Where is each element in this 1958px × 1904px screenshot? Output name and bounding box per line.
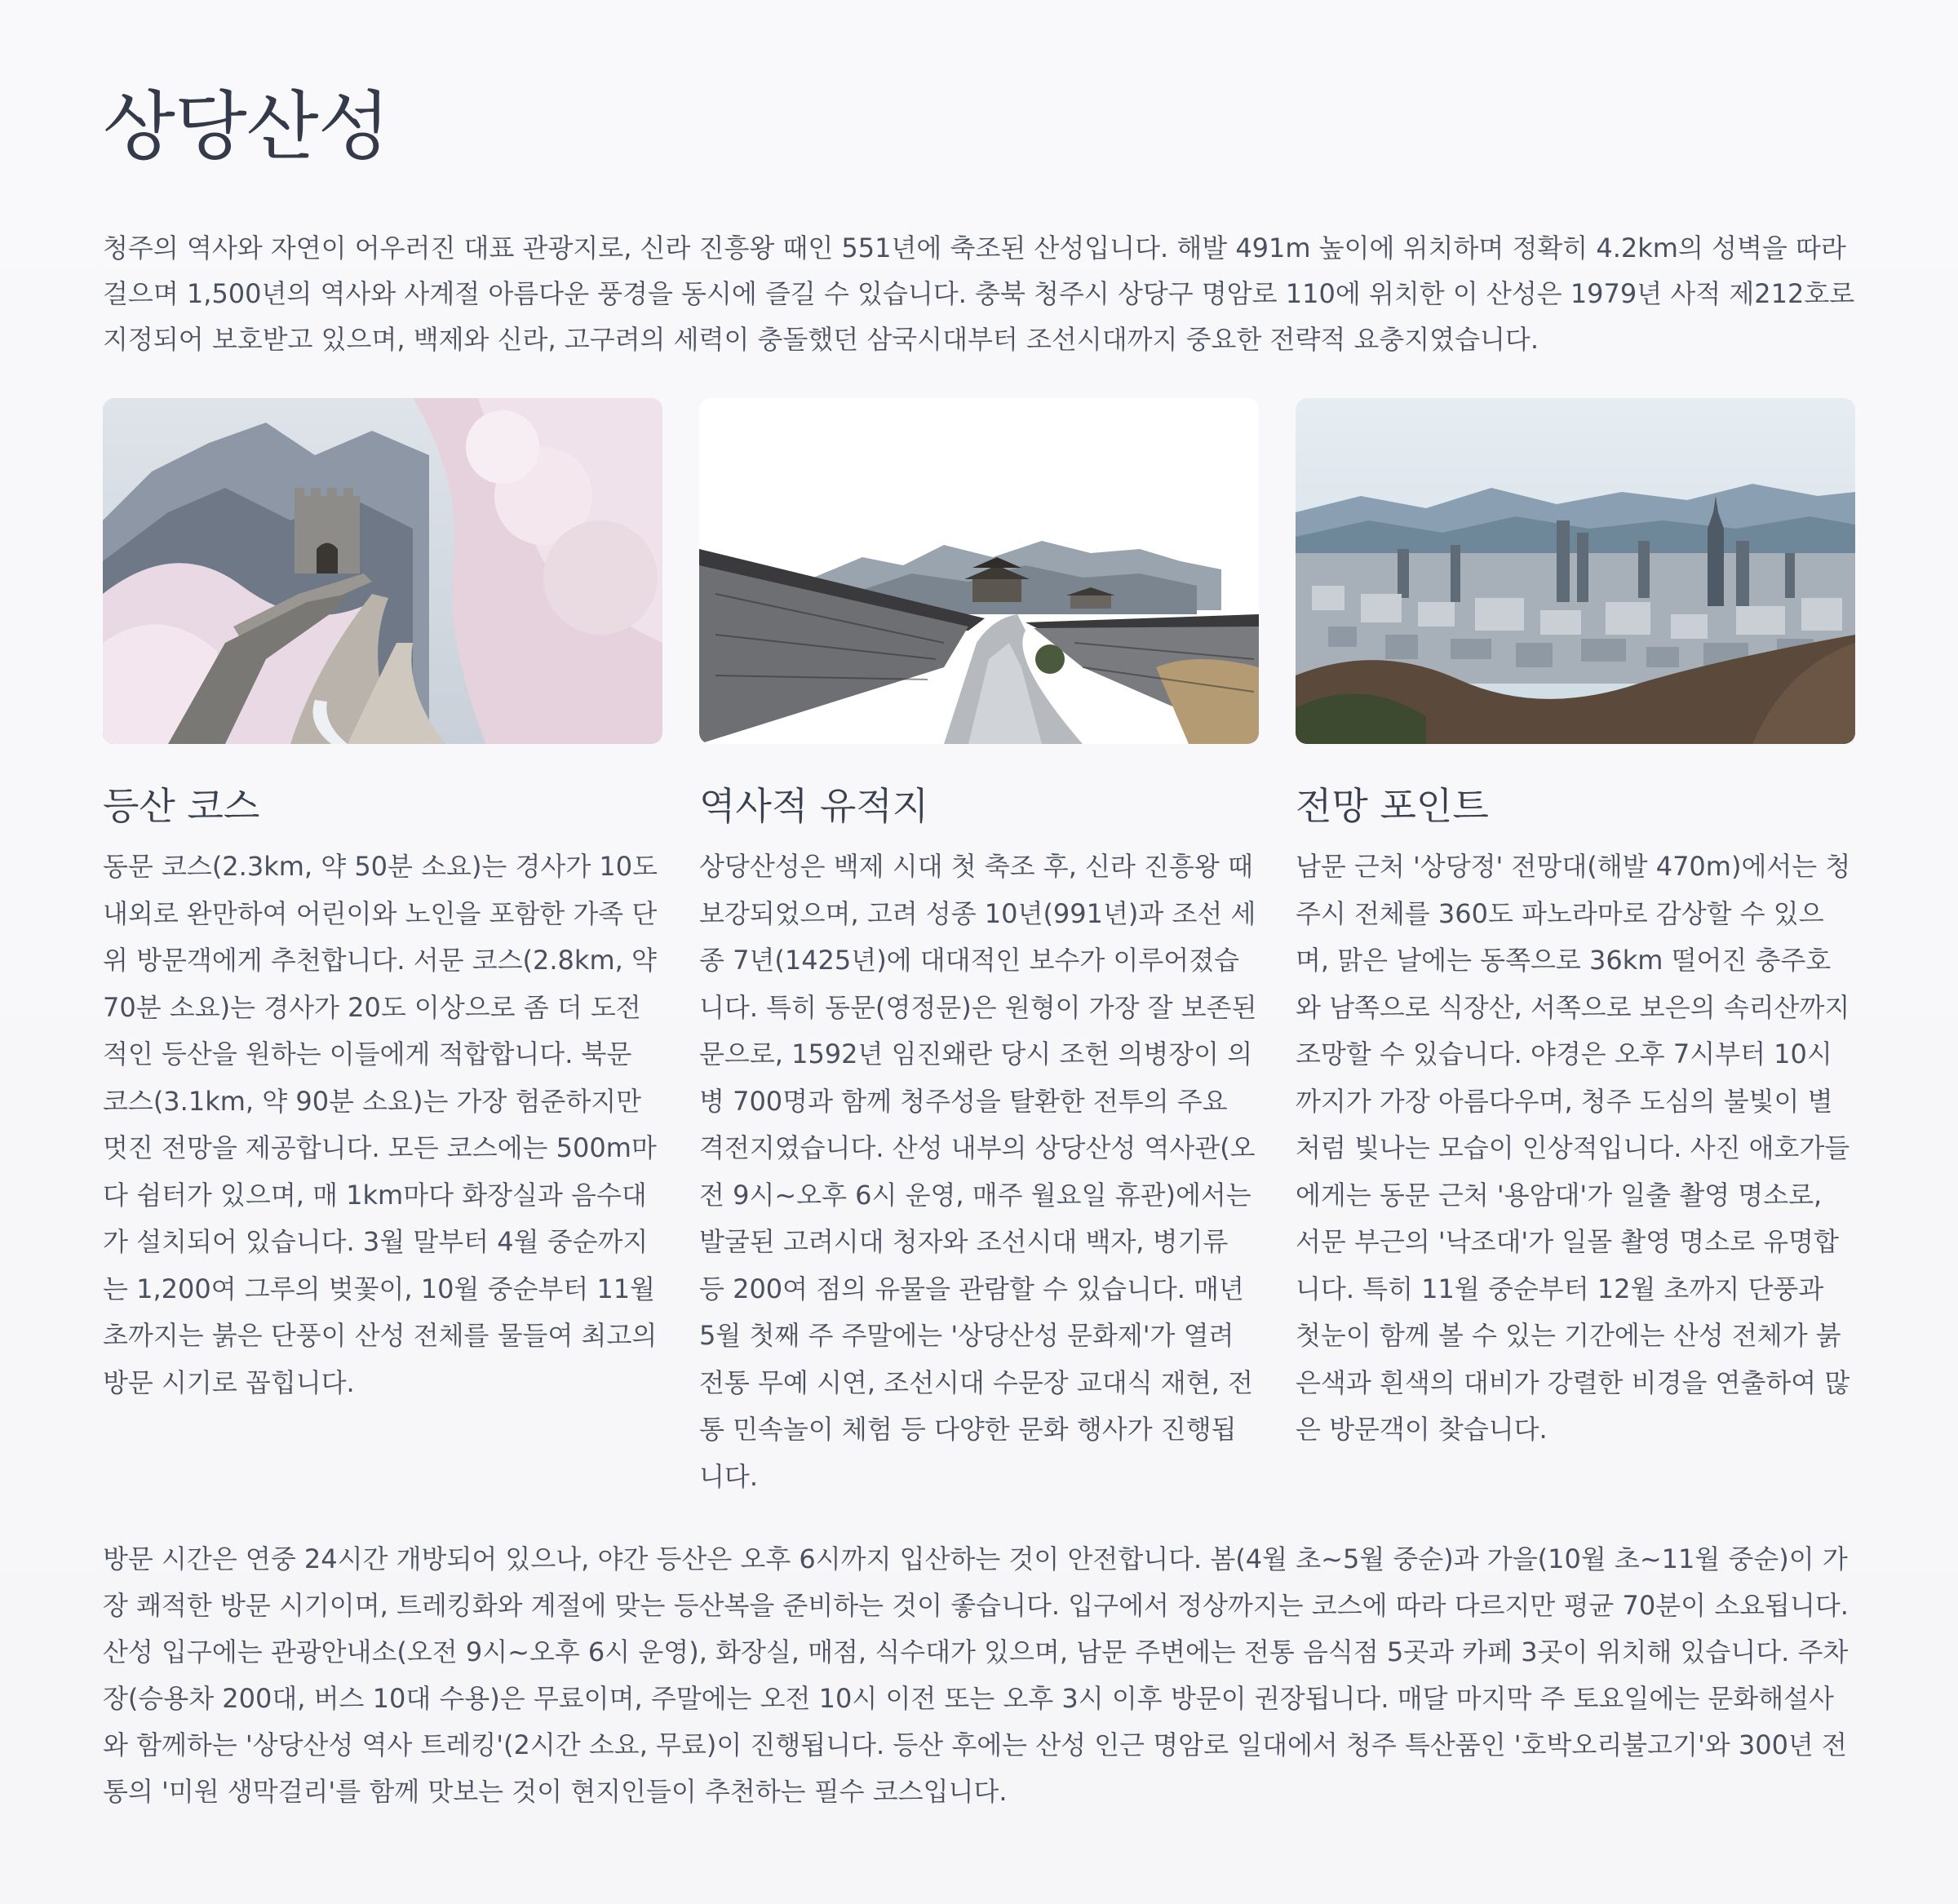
card-title: 등산 코스 bbox=[103, 784, 260, 828]
card-history bbox=[699, 398, 1259, 1500]
page-title: 상당산성 bbox=[103, 83, 390, 170]
hiking-photo bbox=[103, 398, 662, 744]
card-text: 상당산성은 백제 시대 첫 축조 후, 신라 진흥왕 때 보강되었으며, 고려 성종 10년(991년)과 조선 세종 7년(1425년)에 대대적인 보수가 이루어졌습니다. 특히 동문(영정문)은 원형이 가장 잘 보존된 문으로, 1592년 임진왜란 당시 조헌 의병장이 의병 700명과 함께 청주성을 탈환한 전투의 주요 격전지였습니다. 산성 내부의 상당산성 역사관(오전 9시~오후 6시 운영, 매주 월요일 휴관)에서는 발굴된 고려시대 청자와 조선시대 백자, 병기류 등 200여 점의 유물을 관람할 수 있습니다. 매년 5월 첫째 주 주말에는 '상당산성 문화제'가 열려 전통 무예 시연, 조선시대 수문장 교대식 재현, 전통 민속놀이 체험 등 다양한 문화 행사가 진행됩니다. bbox=[699, 851, 1257, 1492]
visitor-info-paragraph: 방문 시간은 연중 24시간 개방되어 있으나, 야간 등산은 오후 6시까지 입산하는 것이 안전합니다. 봄(4월 초~5월 중순)과 가을(10월 초~11월 중순)이 가장 쾌적한 방문 시기이며, 트레킹화와 계절에 맞는 등산복을 준비하는 것이 좋습니다. 입구에서 정상까지는 코스에 따라 다르지만 평균 70분이 소요됩니다. 산성 입구에는 관광안내소(오전 9시~오후 6시 운영), 화장실, 매점, 식수대가 있으며, 남문 주변에는 전통 음식점 5곳과 카페 3곳이 위치해 있습니다. 주차장(승용차 200대, 버스 10대 수용)은 무료이며, 주말에는 오전 10시 이전 또는 오후 3시 이후 방문이 권장됩니다. 매달 마지막 주 토요일에는 문화해설사와 함께하는 '상당산성 역사 트레킹'(2시간 소요, 무료)이 진행됩니다. 등산 후에는 산성 인근 명암로 일대에서 청주 특산품인 '호박오리불고기'와 300년 전통의 '미원 생막걸리'를 함께 맛보는 것이 현지인들이 추천하는 필수 코스입니다. bbox=[103, 1543, 1849, 1807]
card-title: 전망 포인트 bbox=[1296, 784, 1489, 828]
card-title: 역사적 유적지 bbox=[699, 784, 929, 828]
card-hiking bbox=[103, 398, 662, 1500]
card-text: 남문 근처 '상당정' 전망대(해발 470m)에서는 청주시 전체를 360도 파노라마로 감상할 수 있으며, 맑은 날에는 동쪽으로 36km 떨어진 충주호와 남쪽으로 식장산, 서쪽으로 보은의 속리산까지 조망할 수 있습니다. 야경은 오후 7시부터 10시까지가 가장 아름다우며, 청주 도심의 불빛이 별처럼 빛나는 모습이 인상적입니다. 사진 애호가들에게는 동문 근처 '용암대'가 일출 촬영 명소로, 서문 부근의 '낙조대'가 일몰 촬영 명소로 유명합니다. 특히 11월 중순부터 12월 초까지 단풍과 첫눈이 함께 볼 수 있는 기간에는 산성 전체가 붉은색과 흰색의 대비가 강렬한 비경을 연출하여 많은 방문객이 찾습니다. bbox=[1296, 851, 1851, 1445]
feature-grid bbox=[103, 398, 1855, 1500]
fortress-blossom-image bbox=[103, 398, 662, 744]
fortress-wall-image bbox=[699, 398, 1259, 744]
city-panorama-image bbox=[1296, 398, 1855, 744]
card-text: 동문 코스(2.3km, 약 50분 소요)는 경사가 10도 내외로 완만하여 어린이와 노인을 포함한 가족 단위 방문객에게 추천합니다. 서문 코스(2.8km, 약 70분 소요)는 경사가 20도 이상으로 좀 더 도전적인 등산을 원하는 이들에게 적합합니다. 북문 코스(3.1km, 약 90분 소요)는 가장 험준하지만 멋진 전망을 제공합니다. 모든 코스에는 500m마다 쉼터가 있으며, 매 1km마다 화장실과 음수대가 설치되어 있습니다. 3월 말부터 4월 중순까지는 1,200여 그루의 벚꽃이, 10월 중순부터 11월 초까지는 붉은 단풍이 산성 전체를 물들여 최고의 방문 시기로 꼽힙니다. bbox=[103, 851, 658, 1398]
history-photo bbox=[699, 398, 1259, 744]
viewpoint-photo bbox=[1296, 398, 1855, 744]
intro-paragraph: 청주의 역사와 자연이 어우러진 대표 관광지로, 신라 진흥왕 때인 551년에 축조된 산성입니다. 해발 491m 높이에 위치하며 정확히 4.2km의 성벽을 따라 걸으며 1,500년의 역사와 사계절 아름다운 풍경을 동시에 즐길 수 있습니다. 충북 청주시 상당구 명암로 110에 위치한 이 산성은 1979년 사적 제212호로 지정되어 보호받고 있으며, 백제와 신라, 고구려의 세력이 충돌했던 삼국시대부터 조선시대까지 중요한 전략적 요충지였습니다. bbox=[103, 232, 1855, 355]
card-viewpoint bbox=[1296, 398, 1855, 1500]
